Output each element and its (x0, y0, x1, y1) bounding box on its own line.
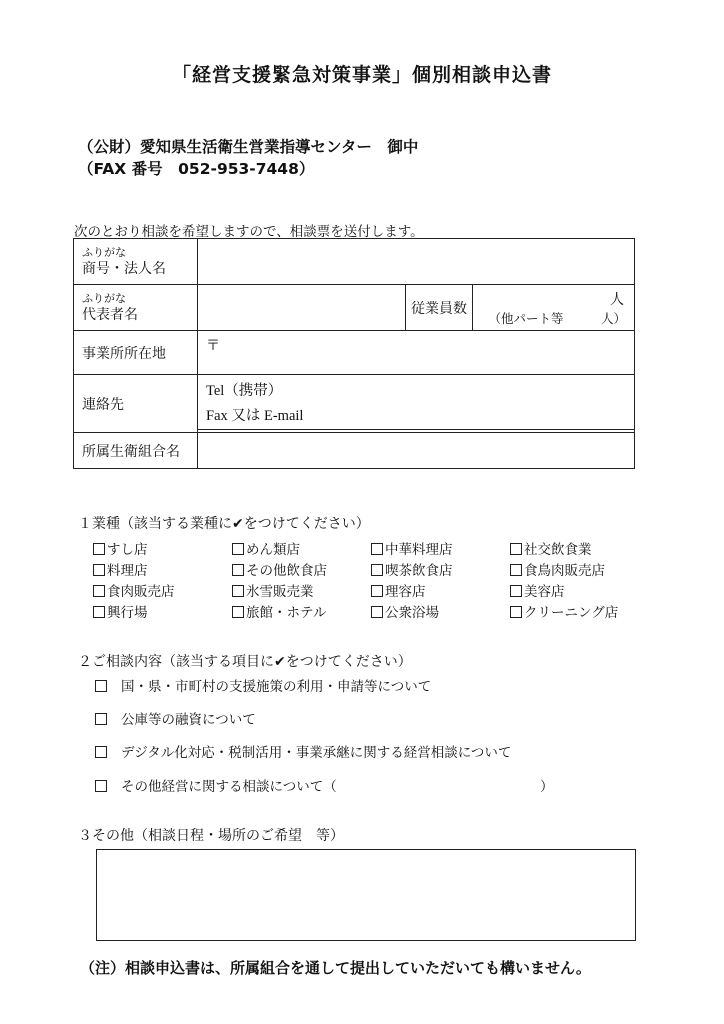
industry-row (93, 537, 653, 558)
industry-option[interactable]: クリーニング店 (510, 601, 649, 621)
rep-name-field[interactable] (198, 285, 406, 331)
section1-heading: １業種（該当する業種に✔をつけてください） (78, 516, 370, 532)
fax-line: （FAX 番号 052-953-7448） (78, 160, 315, 178)
industry-row (93, 579, 653, 600)
other-request-field[interactable] (96, 849, 636, 941)
industry-option[interactable]: 料理店 (93, 559, 232, 579)
checkbox-icon[interactable] (232, 585, 244, 597)
intro-text: 次のとおり相談を希望しますので、相談票を送付します。 (74, 224, 424, 240)
industry-option[interactable]: 喫茶飲食店 (371, 559, 510, 579)
company-label-cell (74, 239, 198, 285)
union-field[interactable] (198, 433, 635, 469)
rep-label-cell (74, 285, 198, 331)
industry-option[interactable]: 理容店 (371, 580, 510, 600)
industry-option[interactable]: 食肉販売店 (93, 580, 232, 600)
consult-option-other[interactable]: その他経営に関する相談について（ (95, 775, 337, 795)
industry-option[interactable]: 興行場 (93, 601, 232, 621)
checkbox-icon[interactable] (93, 543, 105, 555)
checkbox-icon[interactable] (510, 606, 522, 618)
checkbox-icon[interactable] (371, 606, 383, 618)
recipient-line: （公財）愛知県生活衛生営業指導センター 御中 (78, 138, 419, 156)
consult-option[interactable]: 公庫等の融資について (95, 708, 256, 728)
consult-option[interactable]: デジタル化対応・税制活用・事業承継に関する経営相談について (95, 741, 511, 761)
union-label: 所属生衛組合名 (74, 433, 198, 469)
checkbox-icon[interactable] (510, 564, 522, 576)
other-close-paren: ） (540, 779, 554, 795)
checkbox-icon[interactable] (510, 543, 522, 555)
fax-email-label: Fax 又は E-mail (198, 405, 634, 430)
checkbox-icon[interactable] (371, 585, 383, 597)
industry-option[interactable]: 食鳥肉販売店 (510, 559, 649, 579)
part-time-label: （他パート等 人） (488, 311, 626, 326)
furigana-label: ふりがな (82, 291, 126, 305)
checkbox-icon[interactable] (232, 606, 244, 618)
industry-option[interactable]: 社交飲食業 (510, 538, 649, 558)
company-name-field[interactable] (198, 239, 635, 285)
postal-mark: 〒 (206, 338, 220, 354)
industry-option[interactable]: 旅館・ホテル (232, 601, 371, 621)
checkbox-icon[interactable] (95, 713, 107, 725)
rep-label: 代表者名 (82, 306, 138, 323)
checkbox-icon[interactable] (371, 543, 383, 555)
employees-field[interactable] (473, 285, 635, 331)
checkbox-icon[interactable] (232, 543, 244, 555)
contact-label: 連絡先 (74, 375, 198, 433)
industry-row (93, 600, 653, 621)
contact-field[interactable] (198, 375, 635, 433)
industry-row (93, 558, 653, 579)
document-title: 「経営支援緊急対策事業」個別相談申込書 (171, 64, 552, 86)
furigana-label: ふりがな (82, 245, 126, 259)
checkbox-icon[interactable] (371, 564, 383, 576)
footnote: （注）相談申込書は、所属組合を通して提出していただいても構いません。 (80, 959, 591, 977)
industry-option[interactable]: 公衆浴場 (371, 601, 510, 621)
consult-option[interactable]: 国・県・市町村の支援施策の利用・申請等について (95, 675, 431, 695)
checkbox-icon[interactable] (510, 585, 522, 597)
industry-option[interactable]: 氷雪販売業 (232, 580, 371, 600)
address-label: 事業所所在地 (74, 331, 198, 375)
application-form-table (73, 238, 635, 469)
checkbox-icon[interactable] (95, 680, 107, 692)
checkbox-icon[interactable] (95, 746, 107, 758)
checkbox-icon[interactable] (93, 585, 105, 597)
industry-option[interactable]: その他飲食店 (232, 559, 371, 579)
checkbox-icon[interactable] (95, 780, 107, 792)
industry-option[interactable]: すし店 (93, 538, 232, 558)
section2-heading: ２ご相談内容（該当する項目に✔をつけてください） (78, 654, 412, 670)
checkbox-icon[interactable] (93, 606, 105, 618)
section3-heading: ３その他（相談日程・場所のご希望 等） (78, 828, 344, 844)
company-label: 商号・法人名 (82, 260, 166, 277)
industry-option[interactable]: 中華料理店 (371, 538, 510, 558)
employees-label: 従業員数 (406, 285, 473, 331)
industry-option[interactable]: めん類店 (232, 538, 371, 558)
industry-option[interactable]: 美容店 (510, 580, 649, 600)
industry-grid (93, 537, 653, 621)
tel-label: Tel（携帯） (206, 383, 283, 399)
checkbox-icon[interactable] (93, 564, 105, 576)
checkbox-icon[interactable] (232, 564, 244, 576)
address-field[interactable] (198, 331, 635, 375)
persons-unit: 人 (610, 292, 624, 308)
